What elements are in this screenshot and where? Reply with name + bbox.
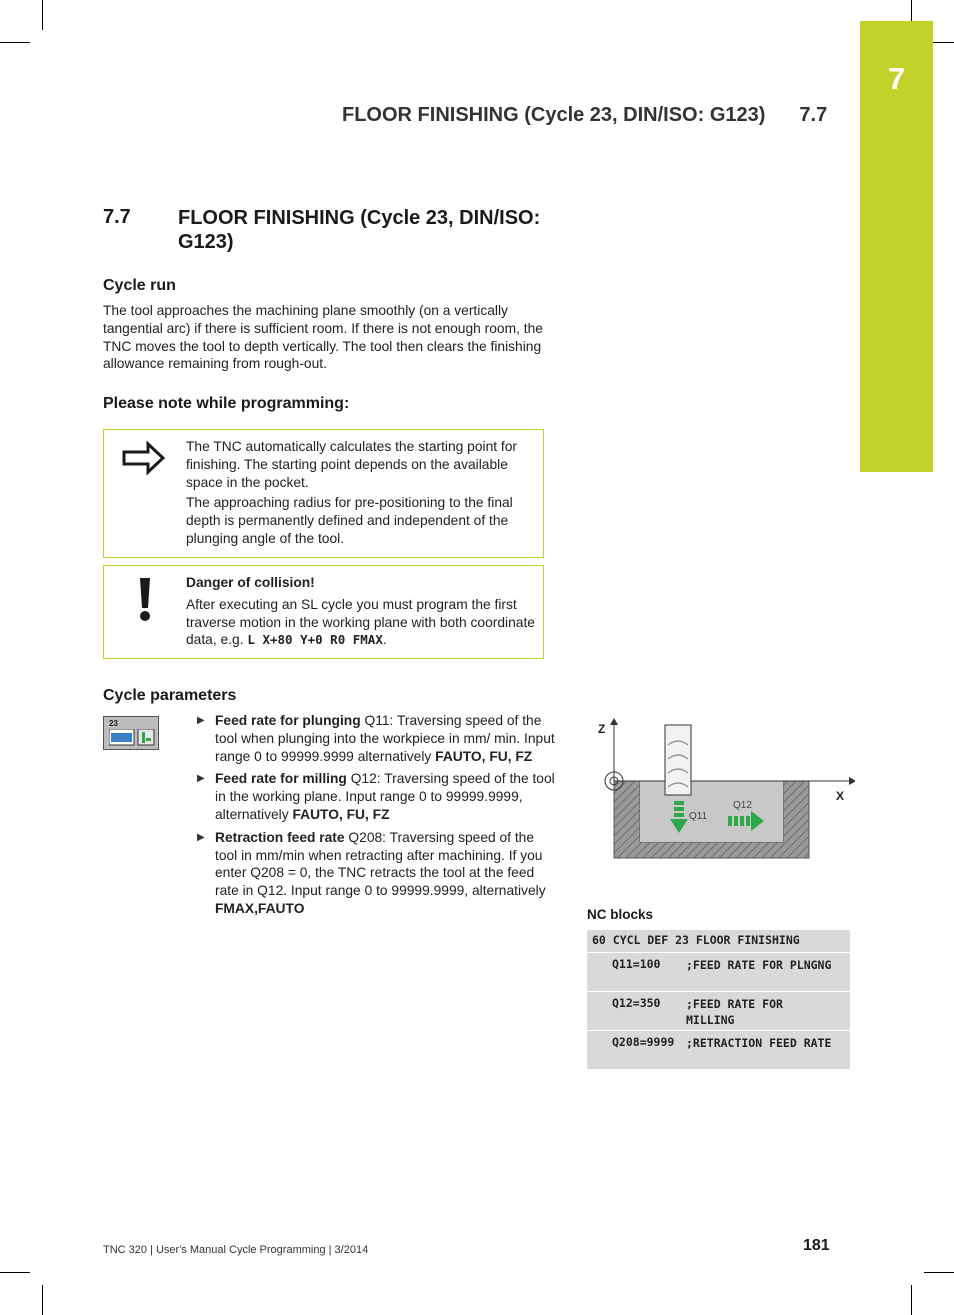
nc-comment: ;RETRACTION FEED RATE bbox=[686, 1036, 832, 1050]
milling-arrow bbox=[728, 816, 732, 826]
running-header-title: FLOOR FINISHING (Cycle 23, DIN/ISO: G123) bbox=[342, 104, 766, 126]
info-note-text bbox=[186, 438, 535, 548]
chapter-tab bbox=[860, 21, 933, 472]
section-title: FLOOR FINISHING (Cycle 23, DIN/ISO: G123) bbox=[178, 207, 541, 253]
danger-title: Danger of collision! bbox=[186, 575, 315, 590]
q11-label: Q11 bbox=[689, 811, 708, 822]
nc-row bbox=[587, 992, 850, 1031]
crop-mark bbox=[42, 1285, 43, 1315]
floor-finishing-diagram bbox=[590, 715, 855, 865]
pocket-floor-area bbox=[640, 781, 783, 842]
nc-header-row: 60 CYCL DEF 23 FLOOR FINISHING bbox=[587, 930, 850, 953]
nc-row bbox=[587, 1031, 850, 1070]
crop-mark bbox=[42, 0, 43, 30]
plunge-arrow bbox=[674, 801, 684, 805]
parameter-name: Feed rate for milling bbox=[215, 771, 347, 787]
running-header bbox=[342, 104, 827, 127]
info-paragraph: The TNC automatically calculates the starting point for finishing. The starting point depends on the available space in the pocket. bbox=[186, 439, 518, 490]
parameter-options: FAUTO, FU, FZ bbox=[435, 748, 533, 764]
milling-tool bbox=[665, 725, 691, 795]
info-note bbox=[103, 429, 544, 558]
cycle-run-text: The tool approaches the machining plane smoothly (on a vertically tangential arc) if there is sufficient room. If there is not enough room, the TNC moves the tool to depth vertically. The tool then clears the finishing allowance remaining from rough-out. bbox=[103, 303, 543, 372]
x-axis-arrow bbox=[849, 777, 855, 785]
cycle-run-heading: Cycle run bbox=[103, 277, 176, 294]
parameter-options: FAUTO, FU, FZ bbox=[292, 806, 390, 822]
danger-code: L X+80 Y+0 R0 FMAX bbox=[247, 632, 383, 648]
parameter-item bbox=[197, 712, 557, 765]
danger-note bbox=[103, 565, 544, 659]
danger-end: . bbox=[382, 632, 387, 648]
section-number: 7.7 bbox=[103, 206, 131, 228]
crop-mark bbox=[0, 1272, 30, 1273]
parameter-list bbox=[197, 712, 557, 923]
parameter-options: FMAX,FAUTO bbox=[215, 900, 305, 916]
crop-mark bbox=[0, 42, 30, 43]
cycle-parameters-heading: Cycle parameters bbox=[103, 687, 237, 704]
parameter-name: Feed rate for plunging bbox=[215, 713, 361, 728]
nc-comment: ;FEED RATE FOR MILLING bbox=[686, 997, 783, 1027]
parameter-description: Q11: Traversing speed of the tool when plunging into the workpiece in mm/ min. Input range 0 to 99999.9999 alternatively bbox=[215, 713, 555, 764]
chapter-number: 7 bbox=[887, 61, 906, 96]
crop-mark bbox=[911, 1285, 912, 1315]
floor-finishing-icon bbox=[109, 729, 155, 746]
danger-text: After executing an SL cycle you must program the first traverse motion in the working plane with both coordinate data, e.g. bbox=[186, 596, 535, 648]
parameter-description: Q12: Traversing speed of the tool in the working plane. Input range 0 to 99999.9999, alternatively bbox=[215, 771, 555, 822]
q12-label: Q12 bbox=[733, 800, 752, 811]
bullet-triangle-icon: ▶ bbox=[197, 773, 205, 785]
z-axis-arrow bbox=[610, 718, 618, 725]
parameter-item bbox=[197, 829, 557, 918]
nc-row bbox=[587, 953, 850, 992]
z-axis-label: Z bbox=[598, 722, 606, 736]
cycle-softkey[interactable] bbox=[103, 716, 159, 750]
bullet-triangle-icon: ▶ bbox=[197, 715, 205, 726]
nc-param: Q11=100 bbox=[612, 957, 661, 971]
x-axis-label: X bbox=[836, 789, 845, 803]
danger-note-text bbox=[186, 574, 535, 649]
parameter-name: Retraction feed rate bbox=[215, 829, 345, 845]
nc-comment: ;FEED RATE FOR PLNGNG bbox=[686, 958, 832, 972]
nc-param: Q208=9999 bbox=[612, 1035, 675, 1049]
nc-blocks-table bbox=[587, 930, 850, 1070]
softkey-label: 23 bbox=[109, 719, 118, 728]
bullet-triangle-icon: ▶ bbox=[197, 831, 205, 843]
running-header-number: 7.7 bbox=[799, 104, 828, 126]
nc-blocks-heading: NC blocks bbox=[587, 907, 654, 922]
arrow-right-icon bbox=[122, 440, 166, 476]
nc-param: Q12=350 bbox=[612, 996, 661, 1010]
info-paragraph: The approaching radius for pre-positioning to the final depth is permanently defined and independent of the plunging angle of the tool. bbox=[186, 495, 513, 546]
parameter-description: Q208: Traversing speed of the tool in mm/min when retracting after machining. If you enter Q208 = 0, the TNC retracts the tool at the feed rate in Q12. Input range 0 to 99999.9999, alternatively bbox=[215, 829, 546, 899]
crop-mark bbox=[924, 1272, 954, 1273]
footer-text: TNC 320 | User's Manual Cycle Programming | 3/2014 bbox=[103, 1244, 369, 1256]
exclamation-icon bbox=[137, 576, 153, 622]
page-number: 181 bbox=[803, 1237, 830, 1254]
please-note-heading: Please note while programming: bbox=[103, 395, 350, 412]
parameter-item bbox=[197, 770, 557, 823]
danger-paragraph bbox=[186, 596, 535, 649]
